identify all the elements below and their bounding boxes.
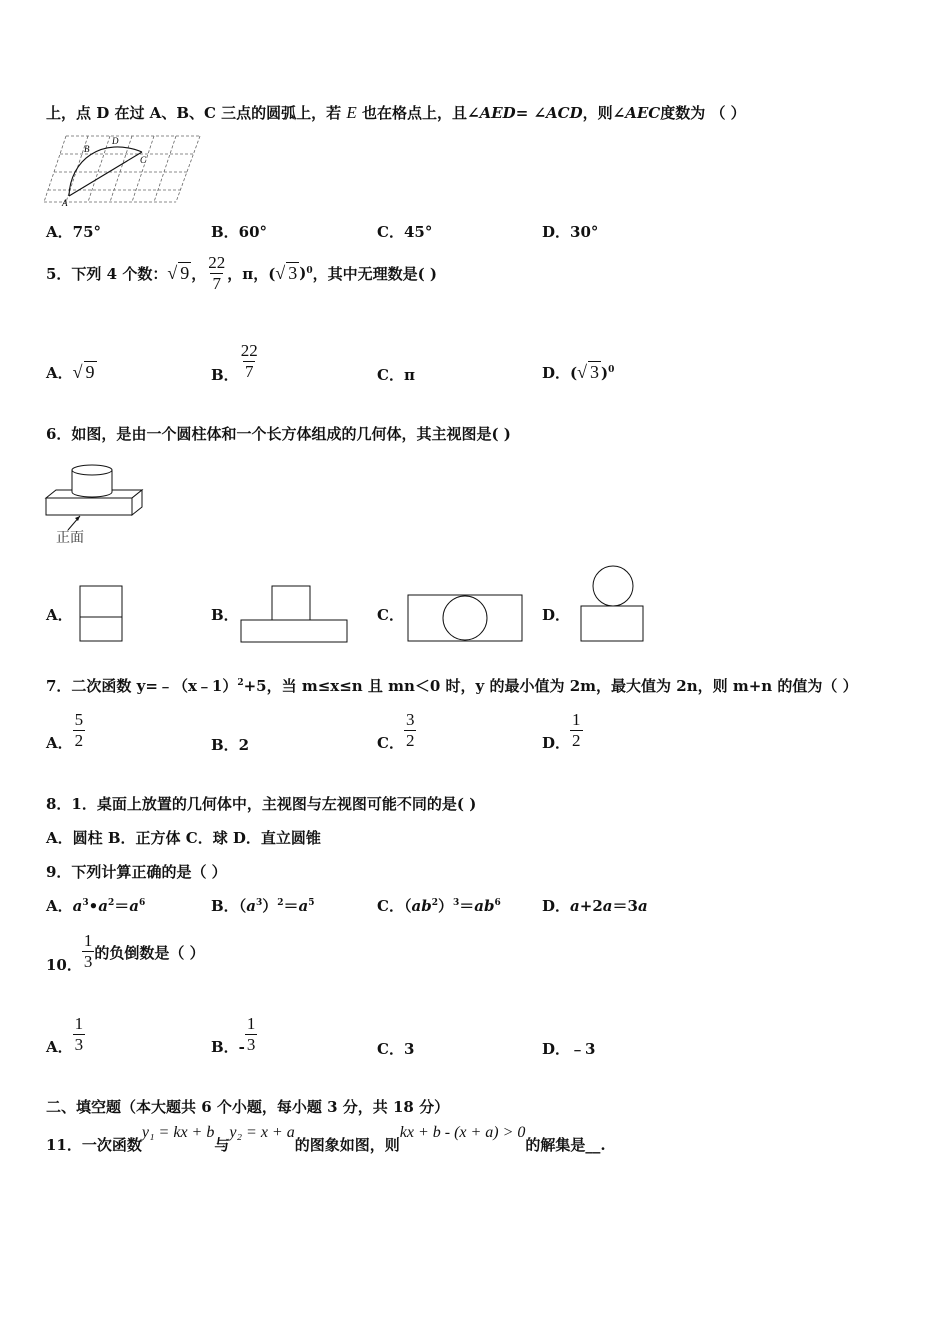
q10-option-c[interactable]: C．3 xyxy=(377,1040,415,1058)
q7-option-b[interactable]: B．2 xyxy=(211,736,250,754)
q5-stem: 5．下列 4 个数： √ 9 ， 22 7 ，π，( √ 3 ) 0 ，其中无理数是( ) xyxy=(46,253,437,293)
q6-option-c-label[interactable]: C． xyxy=(377,606,404,624)
q4-grid-figure xyxy=(42,130,204,208)
q10-stem: 10． 1 3 的负倒数是（ ） xyxy=(46,931,205,974)
q11-stem: 11．一次函数 y₁ = kx + b 与 y₂ = x + a 的图象如图，则 kx + b - (x + a) > 0 的解集是__. xyxy=(46,1124,606,1154)
label-d: D xyxy=(112,136,119,146)
q7-option-c[interactable]: C． 3 2 xyxy=(377,710,415,752)
q4-stem: 上，点 D 在过 A、B、C 三点的圆弧上，若 E 也在格点上，且∠AED= ∠ACD，则∠AEC度数为 （ ） xyxy=(46,103,746,122)
q6-option-c-figure[interactable] xyxy=(405,592,525,644)
q6-option-a-figure[interactable] xyxy=(78,584,124,644)
q5-option-d[interactable]: D．(√ 3 )$^0$ xyxy=(542,362,615,382)
q8-stem: 8．1．桌面上放置的几何体中，主视图与左视图可能不同的是( ) xyxy=(46,795,477,813)
q7-stem: 7．二次函数 y=﹣（x﹣1）$^2$+5，当 m≤x≤n 且 mn＜0 时，y 的最小值为 2m，最大值为 2n，则 m+n 的值为（ ） xyxy=(46,677,858,695)
q11-formula-1: y₁ = kx + b xyxy=(141,1124,215,1141)
q6-option-a-label[interactable]: A． xyxy=(46,606,73,624)
q6-stem: 6．如图，是由一个圆柱体和一个长方体组成的几何体，其主视图是( ) xyxy=(46,425,511,443)
q7-option-a[interactable]: A． 5 2 xyxy=(46,710,84,752)
q9-option-b[interactable]: B．$(a^3)^2=a^5$ xyxy=(211,897,315,915)
q6-solid-figure xyxy=(42,460,146,548)
front-label: 正面 xyxy=(56,530,84,546)
q6-option-b-label[interactable]: B． xyxy=(211,606,239,624)
q5-option-c[interactable]: C．π xyxy=(377,366,415,384)
q5-option-b[interactable]: B． 22 7 xyxy=(211,341,258,384)
label-c: C xyxy=(140,155,147,165)
q9-option-a[interactable]: A．$a^3•a^2=a^6$ xyxy=(46,897,146,915)
q4-option-a[interactable]: A．75° xyxy=(46,223,102,241)
q10-option-b[interactable]: B．- 1 3 xyxy=(211,1014,256,1056)
q4-option-b[interactable]: B．60° xyxy=(211,223,268,241)
q11-inequality: kx + b - (x + a) > 0 xyxy=(399,1124,526,1141)
q5-option-a[interactable]: A．√ 9 xyxy=(46,362,95,382)
q4-option-c[interactable]: C．45° xyxy=(377,223,433,241)
q11-formula-2: y₂ = x + a xyxy=(229,1124,295,1141)
q9-option-c[interactable]: C．$(ab^2)^3=ab^6$ xyxy=(377,897,501,915)
label-b: B xyxy=(84,144,90,154)
q10-option-d[interactable]: D．﹣3 xyxy=(542,1040,596,1058)
section2-title: 二、填空题（本大题共 6 个小题，每小题 3 分，共 18 分） xyxy=(46,1098,450,1116)
q7-option-d[interactable]: D． 1 2 xyxy=(542,710,581,752)
q6-option-d-figure[interactable] xyxy=(578,564,646,644)
q6-option-b-figure[interactable] xyxy=(238,584,350,644)
label-a: A xyxy=(62,198,68,208)
q9-stem: 9．下列计算正确的是（ ） xyxy=(46,863,227,881)
q6-option-d-label[interactable]: D． xyxy=(542,606,571,624)
q9-option-d[interactable]: D．a+2a＝3a xyxy=(542,897,648,915)
chord-ac xyxy=(69,152,142,196)
q4-option-d[interactable]: D．30° xyxy=(542,223,599,241)
q8-options[interactable]: A．圆柱 B．正方体 C．球 D．直立圆锥 xyxy=(46,829,321,847)
q10-option-a[interactable]: A． 1 3 xyxy=(46,1014,84,1056)
